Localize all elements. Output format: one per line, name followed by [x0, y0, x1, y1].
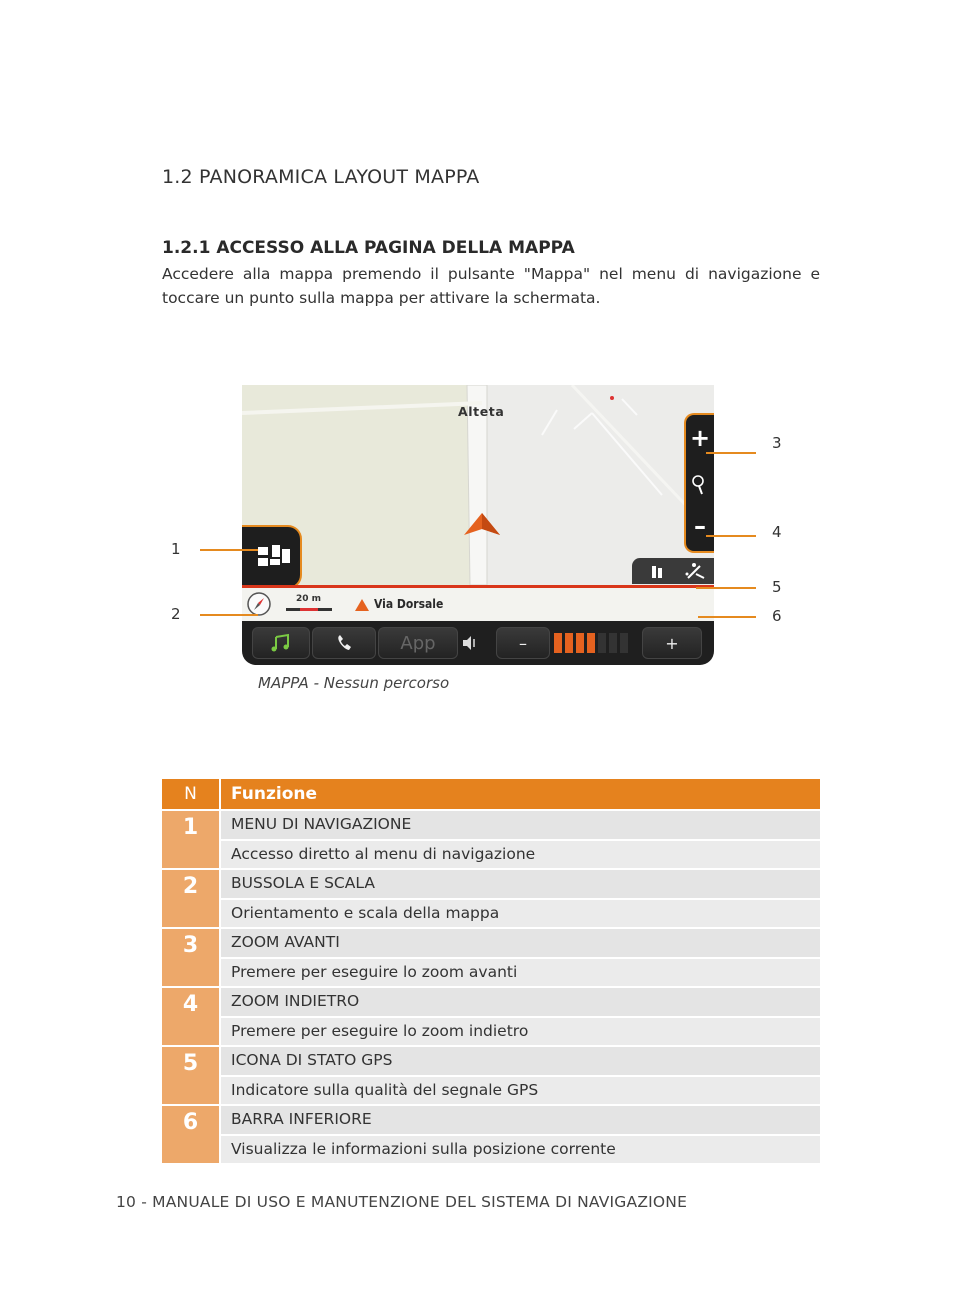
- callout-line-4: [706, 535, 756, 537]
- volume-up-button[interactable]: +: [642, 627, 702, 659]
- table-header: [162, 779, 820, 809]
- volume-down-button[interactable]: –: [496, 627, 550, 659]
- figure-caption: MAPPA - Nessun percorso: [258, 674, 450, 692]
- callout-line-3: [706, 452, 756, 454]
- callout-4: 4: [772, 523, 782, 541]
- row-function-desc: Premere per eseguire lo zoom indietro: [221, 1016, 820, 1046]
- callout-line-6: [698, 616, 756, 618]
- direction-arrow-icon: [354, 598, 370, 612]
- callout-line-2: [200, 614, 258, 616]
- row-function-desc: Indicatore sulla qualità del segnale GPS: [221, 1075, 820, 1105]
- row-function-name: BARRA INFERIORE: [221, 1106, 820, 1134]
- callout-5: 5: [772, 578, 782, 596]
- row-number: 2: [162, 870, 219, 927]
- header-n: N: [184, 784, 197, 804]
- callout-1: 1: [171, 540, 181, 558]
- row-function-name: ICONA DI STATO GPS: [221, 1047, 820, 1075]
- phone-icon: [333, 633, 355, 653]
- row-function-name: ZOOM INDIETRO: [221, 988, 820, 1016]
- bottom-control-bar: [242, 621, 714, 665]
- place-label: Alteta: [458, 404, 505, 419]
- table-row: [162, 809, 820, 868]
- row-number: 3: [162, 929, 219, 986]
- music-note-icon: [270, 633, 292, 653]
- zoom-out-button[interactable]: –: [694, 512, 706, 540]
- table-row: [162, 868, 820, 927]
- music-button[interactable]: [252, 627, 310, 659]
- row-number: 4: [162, 988, 219, 1045]
- signal-bars-icon: [644, 558, 674, 584]
- row-function-desc: Orientamento e scala della mappa: [221, 898, 820, 928]
- menu-grid-icon: [244, 527, 300, 587]
- map-screen: [242, 385, 714, 665]
- row-function-desc: Visualizza le informazioni sulla posizione corrente: [221, 1134, 820, 1164]
- speaker-icon: [460, 633, 480, 653]
- function-table: [162, 779, 820, 1163]
- row-function-desc: Premere per eseguire lo zoom avanti: [221, 957, 820, 987]
- table-row: [162, 1045, 820, 1104]
- row-function-name: ZOOM AVANTI: [221, 929, 820, 957]
- satellite-icon[interactable]: [680, 558, 710, 584]
- row-number: 6: [162, 1106, 219, 1163]
- street-label: Via Dorsale: [374, 597, 444, 611]
- table-row: [162, 1104, 820, 1163]
- intro-paragraph: Accedere alla mappa premendo il pulsante "Mappa" nel menu di navigazione e toccare un punto sulla mappa per attivare la schermata.: [162, 265, 820, 307]
- scale-bar: [286, 605, 336, 613]
- callout-line-5: [696, 587, 756, 589]
- header-function: Funzione: [219, 779, 820, 809]
- row-function-name: BUSSOLA E SCALA: [221, 870, 820, 898]
- zoom-panel: [684, 413, 714, 553]
- zoom-in-button[interactable]: +: [689, 424, 711, 452]
- search-pin-icon: [686, 472, 714, 498]
- page-footer: 10 - MANUALE DI USO E MANUTENZIONE DEL SISTEMA DI NAVIGAZIONE: [116, 1193, 688, 1211]
- scale-label: 20 m: [296, 594, 322, 604]
- row-number: 1: [162, 811, 219, 868]
- row-number: 5: [162, 1047, 219, 1104]
- subsection-title: 1.2.1 ACCESSO ALLA PAGINA DELLA MAPPA: [162, 238, 575, 258]
- navigation-menu-button[interactable]: [242, 525, 302, 589]
- app-button[interactable]: App: [378, 627, 458, 659]
- table-row: [162, 986, 820, 1045]
- table-row: [162, 927, 820, 986]
- callout-6: 6: [772, 607, 782, 625]
- callout-line-1: [200, 549, 258, 551]
- callout-3: 3: [772, 434, 782, 452]
- section-title: 1.2 PANORAMICA LAYOUT MAPPA: [162, 166, 480, 188]
- row-function-desc: Accesso diretto al menu di navigazione: [221, 839, 820, 869]
- phone-button[interactable]: [312, 627, 376, 659]
- row-function-name: MENU DI NAVIGAZIONE: [221, 811, 820, 839]
- gps-status-panel: [632, 558, 714, 584]
- callout-2: 2: [171, 605, 181, 623]
- volume-level[interactable]: [554, 633, 628, 653]
